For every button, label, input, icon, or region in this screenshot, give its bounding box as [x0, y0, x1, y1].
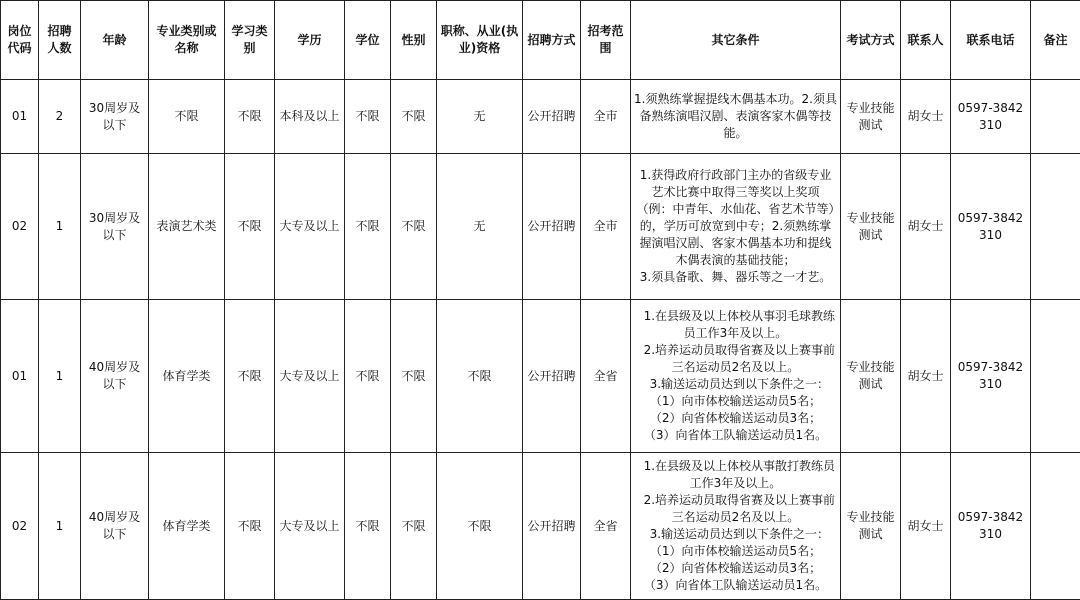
- method-cell: 公开招聘: [523, 80, 581, 154]
- table-row: [1, 80, 1080, 154]
- major-cell: 表演艺术类: [149, 154, 225, 300]
- contact-cell: 胡女士: [901, 154, 951, 300]
- education-cell: 大专及以上: [275, 453, 345, 600]
- header-cell: 考试方式: [841, 1, 901, 80]
- remark-cell: [1031, 154, 1080, 300]
- header-cell: 性别: [391, 1, 437, 80]
- education-cell: 本科及以上: [275, 80, 345, 154]
- age-cell: 40周岁及以下: [81, 300, 149, 453]
- study-type-cell: 不限: [225, 453, 275, 600]
- headcount-cell: 2: [39, 80, 81, 154]
- table-row: [1, 154, 1080, 300]
- qualification-cell: 不限: [437, 453, 523, 600]
- method-cell: 公开招聘: [523, 300, 581, 453]
- exam-method-cell: 专业技能测试: [841, 154, 901, 300]
- qualification-cell: 无: [437, 80, 523, 154]
- phone-cell: 0597-3842310: [951, 300, 1031, 453]
- education-cell: 大专及以上: [275, 300, 345, 453]
- scope-cell: 全市: [581, 80, 631, 154]
- degree-cell: 不限: [345, 80, 391, 154]
- headcount-cell: 1: [39, 300, 81, 453]
- other-conditions-cell: 1.获得政府行政部门主办的省级专业艺术比赛中取得三等奖以上奖项（例：中青年、水仙花、省艺术节等）的，学历可放宽到中专；2.须熟练掌握演唱汉剧、客家木偶基本功和提线木偶表演的基础技能； 3.须具备歌、舞、器乐等之一才艺。: [631, 154, 841, 300]
- age-cell: 30周岁及以下: [81, 80, 149, 154]
- degree-cell: 不限: [345, 154, 391, 300]
- post-code-cell: 02: [1, 154, 39, 300]
- gender-cell: 不限: [391, 80, 437, 154]
- exam-method-cell: 专业技能测试: [841, 80, 901, 154]
- major-cell: 不限: [149, 80, 225, 154]
- qualification-cell: 无: [437, 154, 523, 300]
- phone-cell: 0597-3842310: [951, 80, 1031, 154]
- table-row: [1, 453, 1080, 600]
- header-cell: 学习类别: [225, 1, 275, 80]
- exam-method-cell: 专业技能测试: [841, 453, 901, 600]
- header-cell: 招聘方式: [523, 1, 581, 80]
- major-cell: 体育学类: [149, 453, 225, 600]
- major-cell: 体育学类: [149, 300, 225, 453]
- header-cell: 其它条件: [631, 1, 841, 80]
- scope-cell: 全省: [581, 453, 631, 600]
- contact-cell: 胡女士: [901, 453, 951, 600]
- post-code-cell: 01: [1, 300, 39, 453]
- exam-method-cell: 专业技能测试: [841, 300, 901, 453]
- contact-cell: 胡女士: [901, 300, 951, 453]
- method-cell: 公开招聘: [523, 154, 581, 300]
- remark-cell: [1031, 300, 1080, 453]
- study-type-cell: 不限: [225, 300, 275, 453]
- study-type-cell: 不限: [225, 154, 275, 300]
- phone-cell: 0597-3842310: [951, 154, 1031, 300]
- header-cell: 职称、从业(执业)资格: [437, 1, 523, 80]
- header-cell: 联系电话: [951, 1, 1031, 80]
- scope-cell: 全省: [581, 300, 631, 453]
- header-cell: 年龄: [81, 1, 149, 80]
- phone-cell: 0597-3842310: [951, 453, 1031, 600]
- remark-cell: [1031, 453, 1080, 600]
- header-cell: 学位: [345, 1, 391, 80]
- other-conditions-cell: 1.在县级及以上体校从事羽毛球教练员工作3年及以上。 2.培养运动员取得省赛及以上赛事前三名运动员2名及以上。 3.输送运动员达到以下条件之一： （1）向市体校输送运动员5名； （2）向省体校输送运动员3名； （3）向省体工队输送运动员1名。: [631, 300, 841, 453]
- other-conditions-cell: 1.须熟练掌握提线木偶基本功。2.须具备熟练演唱汉剧、表演客家木偶等技能。: [631, 80, 841, 154]
- other-conditions-cell: 1.在县级及以上体校从事散打教练员工作3年及以上。 2.培养运动员取得省赛及以上赛事前三名运动员2名及以上。 3.输送运动员达到以下条件之一： （1）向市体校输送运动员5名； （2）向省体校输送运动员3名； （3）向省体工队输送运动员1名。: [631, 453, 841, 600]
- table-row: [1, 300, 1080, 453]
- post-code-cell: 01: [1, 80, 39, 154]
- header-cell: 联系人: [901, 1, 951, 80]
- gender-cell: 不限: [391, 154, 437, 300]
- header-cell: 招考范围: [581, 1, 631, 80]
- header-cell: 专业类别或名称: [149, 1, 225, 80]
- header-cell: 学历: [275, 1, 345, 80]
- age-cell: 30周岁及以下: [81, 154, 149, 300]
- headcount-cell: 1: [39, 154, 81, 300]
- header-cell: 备注: [1031, 1, 1080, 80]
- scope-cell: 全市: [581, 154, 631, 300]
- degree-cell: 不限: [345, 453, 391, 600]
- gender-cell: 不限: [391, 300, 437, 453]
- qualification-cell: 不限: [437, 300, 523, 453]
- degree-cell: 不限: [345, 300, 391, 453]
- method-cell: 公开招聘: [523, 453, 581, 600]
- header-cell: 招聘人数: [39, 1, 81, 80]
- post-code-cell: 02: [1, 453, 39, 600]
- header-row: [1, 1, 1080, 80]
- education-cell: 大专及以上: [275, 154, 345, 300]
- gender-cell: 不限: [391, 453, 437, 600]
- contact-cell: 胡女士: [901, 80, 951, 154]
- headcount-cell: 1: [39, 453, 81, 600]
- age-cell: 40周岁及以下: [81, 453, 149, 600]
- study-type-cell: 不限: [225, 80, 275, 154]
- remark-cell: [1031, 80, 1080, 154]
- header-cell: 岗位代码: [1, 1, 39, 80]
